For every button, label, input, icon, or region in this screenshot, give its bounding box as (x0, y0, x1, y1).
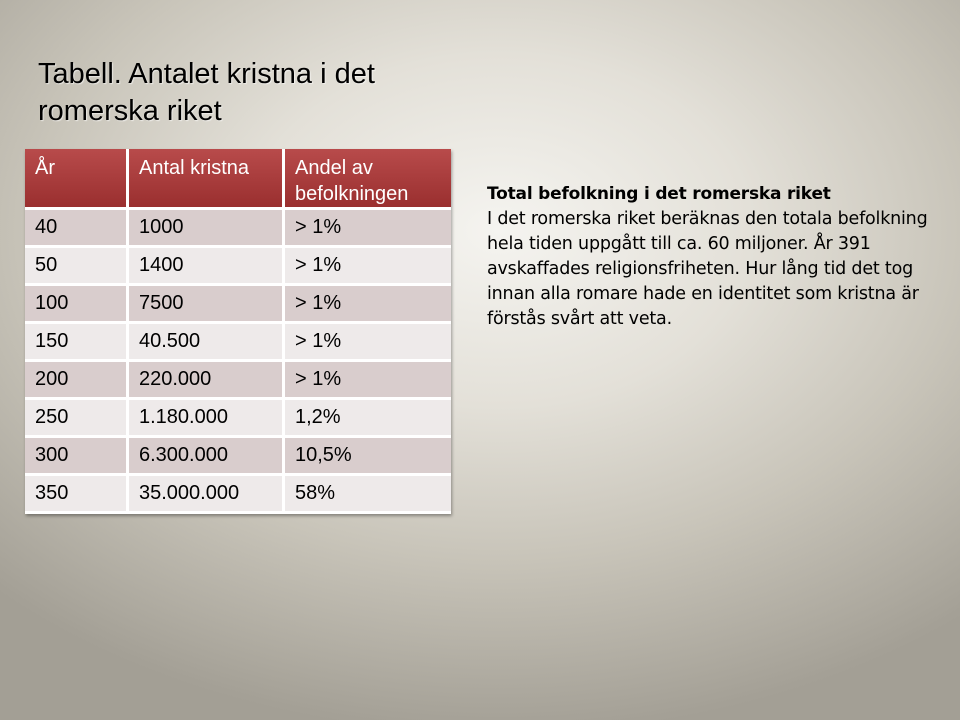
cell-share: > 1% (285, 286, 451, 324)
cell-count: 1.180.000 (129, 400, 285, 438)
cell-share: 58% (285, 476, 451, 514)
cell-share: 10,5% (285, 438, 451, 476)
header-count: Antal kristna (129, 149, 285, 210)
header-year: År (25, 149, 129, 210)
cell-count: 6.300.000 (129, 438, 285, 476)
cell-share: > 1% (285, 324, 451, 362)
table-row (25, 476, 451, 514)
table-row (25, 400, 451, 438)
cell-year: 150 (25, 324, 129, 362)
table-header-row (25, 149, 451, 210)
table-row (25, 210, 451, 248)
cell-year: 250 (25, 400, 129, 438)
cell-count: 35.000.000 (129, 476, 285, 514)
cell-year: 40 (25, 210, 129, 248)
cell-share: > 1% (285, 362, 451, 400)
header-share: Andel av befolkningen (285, 149, 451, 210)
table-row (25, 248, 451, 286)
christians-table (25, 149, 451, 514)
info-textbox (487, 182, 949, 332)
cell-share: > 1% (285, 248, 451, 286)
cell-year: 300 (25, 438, 129, 476)
cell-year: 100 (25, 286, 129, 324)
cell-count: 1000 (129, 210, 285, 248)
info-body: I det romerska riket beräknas den totala befolkning hela tiden uppgått till ca. 60 miljoner. År 391 avskaffades religionsfriheten. Hur lång tid det tog innan alla romare hade en identitet som kristna är förstås svårt att veta. (487, 209, 928, 329)
cell-year: 200 (25, 362, 129, 400)
cell-count: 7500 (129, 286, 285, 324)
cell-count: 1400 (129, 248, 285, 286)
cell-share: 1,2% (285, 400, 451, 438)
cell-share: > 1% (285, 210, 451, 248)
cell-count: 220.000 (129, 362, 285, 400)
cell-year: 350 (25, 476, 129, 514)
slide-title: Tabell. Antalet kristna i det romerska riket (38, 58, 375, 127)
cell-year: 50 (25, 248, 129, 286)
table-row (25, 362, 451, 400)
table-row (25, 286, 451, 324)
info-heading: Total befolkning i det romerska riket (487, 184, 831, 204)
table-row (25, 324, 451, 362)
cell-count: 40.500 (129, 324, 285, 362)
table-row (25, 438, 451, 476)
